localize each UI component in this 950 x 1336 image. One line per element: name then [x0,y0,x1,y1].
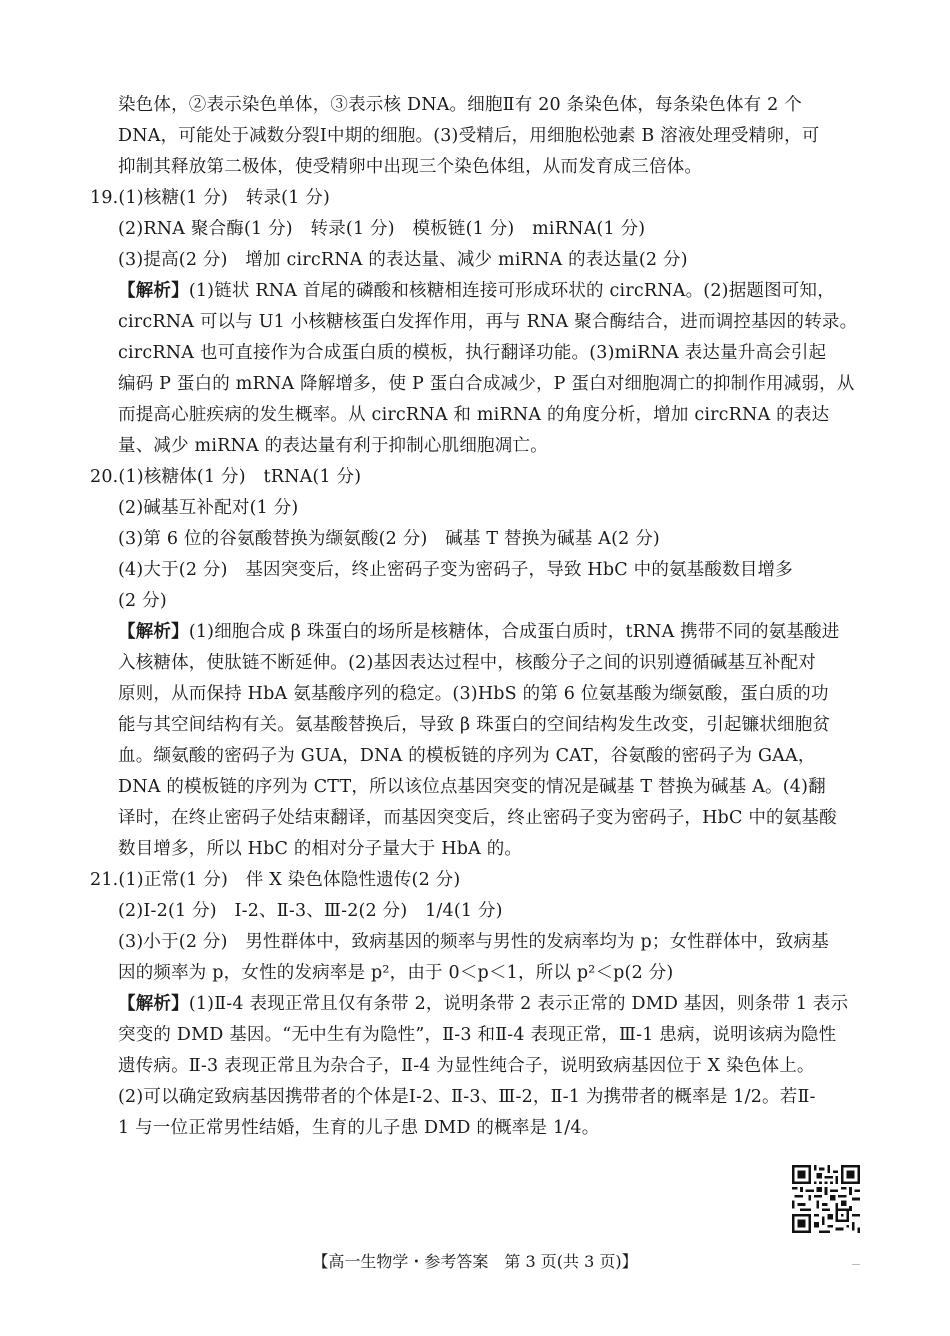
line-text: 抑制其释放第二极体，使受精卵中出现三个染色体组，从而发育成三倍体。 [118,157,703,177]
text-line [118,838,522,860]
text-line [118,900,503,922]
line-text: 1 与一位正常男性结婚，生育的儿子患 DMD 的概率是 1/4。 [118,1118,600,1138]
line-text: (2)碱基互补配对(1 分) [118,498,299,518]
text-line [118,931,829,953]
text-line [118,156,702,178]
text-line [118,125,819,147]
line-text: (1)Ⅱ-4 表现正常且仅有条带 2，说明条带 2 表示正常的 DMD 基因，则条带 1 表示 [188,994,849,1014]
text-line [118,435,548,457]
text-line [118,683,829,705]
line-text: 突变的 DMD 基因。“无中生有为隐性”，Ⅱ-3 和Ⅱ-4 表现正常，Ⅲ-1 患病，说明该病为隐性 [118,1025,837,1045]
text-line [118,745,816,767]
line-text: (3)小于(2 分) 男性群体中，致病基因的频率与男性的发病率均为 p；女性群体中，致病基 [118,932,829,952]
analysis-label: 【解析】 [118,281,189,301]
text-line [118,993,848,1015]
text-line [118,652,816,674]
analysis-label: 【解析】 [118,622,189,642]
line-text: DNA 的模板链的序列为 CTT，所以该位点基因突变的情况是碱基 T 替换为碱基 A。(4)翻 [118,777,826,797]
text-line [118,559,793,581]
qr-code-icon [792,1165,860,1233]
text-line [118,962,673,984]
text-line [118,280,835,302]
line-text: 编码 P 蛋白的 mRNA 降解增多，使 P 蛋白合成减少，P 蛋白对细胞凋亡的抑制作用减弱，从 [118,374,855,394]
line-text: 20.(1)核糖体(1 分) tRNA(1 分) [90,467,362,487]
line-text: (1)细胞合成 β 珠蛋白的场所是核糖体，合成蛋白质时，tRNA 携带不同的氨基酸进 [188,622,840,642]
line-text: circRNA 可以与 U1 小核糖核蛋白发挥作用，再与 RNA 聚合酶结合，进而调控基因的转录。 [118,312,858,332]
line-text: 21.(1)正常(1 分) 伴 X 染色体隐性遗传(2 分) [90,870,461,890]
text-line [118,218,645,240]
corner-mark [852,1264,860,1265]
line-text: 19.(1)核糖(1 分) 转录(1 分) [90,188,331,208]
line-text: (3)提高(2 分) 增加 circRNA 的表达量、减少 miRNA 的表达量(2 分) [118,250,688,270]
text-line [118,1024,836,1046]
line-text: 因的频率为 p，女性的发病率是 p²，由于 0＜p＜1，所以 p²＜p(2 分) [118,963,674,983]
text-line [90,187,330,209]
line-text: (2)可以确定致病基因携带者的个体是Ⅰ-2、Ⅱ-3、Ⅲ-2，Ⅱ-1 为携带者的概率是 1/2。若Ⅱ- [118,1087,816,1107]
line-text: 遗传病。Ⅱ-3 表现正常且为杂合子，Ⅱ-4 为显性纯合子，说明致病基因位于 X 染色体上。 [118,1056,815,1076]
text-line [118,590,167,612]
line-text: (2)RNA 聚合酶(1 分) 转录(1 分) 模板链(1 分) miRNA(1 分) [118,219,646,239]
page-footer [0,1252,950,1272]
line-text: (4)大于(2 分) 基因突变后，终止密码子变为密码子，导致 HbC 中的氨基酸数目增多 [118,560,793,580]
text-line [118,373,855,395]
line-text: 数目增多，所以 HbC 的相对分子量大于 HbA 的。 [118,839,523,859]
line-text: DNA，可能处于减数分裂Ⅰ中期的细胞。(3)受精后，用细胞松弛素 B 溶液处理受精卵，可 [118,126,820,146]
line-text: 而提高心脏疾病的发生概率。从 circRNA 和 miRNA 的角度分析，增加 circRNA 的表达 [118,405,830,425]
text-line [90,466,361,488]
text-line [118,497,298,519]
text-line [118,1086,816,1108]
line-text: (1)链状 RNA 首尾的磷酸和核糖相连接可形成环状的 circRNA。(2)据题图可知， [188,281,835,301]
line-text: (2)Ⅰ-2(1 分) Ⅰ-2、Ⅱ-3、Ⅲ-2(2 分) 1/4(1 分) [118,901,503,921]
text-line [118,714,830,736]
line-text: 原则，从而保持 HbA 氨基酸序列的稳定。(3)HbS 的第 6 位氨基酸为缬氨酸，蛋白质的功 [118,684,829,704]
text-line [118,94,802,116]
line-text: 量、减少 miRNA 的表达量有利于抑制心肌细胞凋亡。 [118,436,548,456]
text-line [118,807,837,829]
analysis-label: 【解析】 [118,994,189,1014]
line-text: (2 分) [118,591,167,611]
line-text: 能与其空间结构有关。氨基酸替换后，导致 β 珠蛋白的空间结构发生改变，引起镰状细胞贫 [118,715,831,735]
footer-text: 【高一生物学・参考答案 第 3 页(共 3 页)】 [312,1252,638,1271]
line-text: (3)第 6 位的谷氨酸替换为缬氨酸(2 分) 碱基 T 替换为碱基 A(2 分) [118,529,660,549]
line-text: 入核糖体，使肽链不断延伸。(2)基因表达过程中，核酸分子之间的识别遵循碱基互补配对 [118,653,816,673]
text-line [118,528,660,550]
line-text: 血。缬氨酸的密码子为 GUA，DNA 的模板链的序列为 CAT，谷氨酸的密码子为 GAA， [118,746,816,766]
line-text: circRNA 也可直接作为合成蛋白质的模板，执行翻译功能。(3)miRNA 表达量升高会引起 [118,343,827,363]
text-line [118,249,688,271]
text-line [118,1117,599,1139]
text-line [118,404,829,426]
text-line [90,869,460,891]
line-text: 译时，在终止密码子处结束翻译，而基因突变后，终止密码子变为密码子，HbC 中的氨基酸 [118,808,837,828]
text-line [118,342,826,364]
text-line [118,776,826,798]
text-line [118,621,839,643]
text-line [118,311,857,333]
line-text: 染色体，②表示染色单体，③表示核 DNA。细胞Ⅱ有 20 条染色体，每条染色体有 2 个 [118,95,802,115]
text-line [118,1055,815,1077]
